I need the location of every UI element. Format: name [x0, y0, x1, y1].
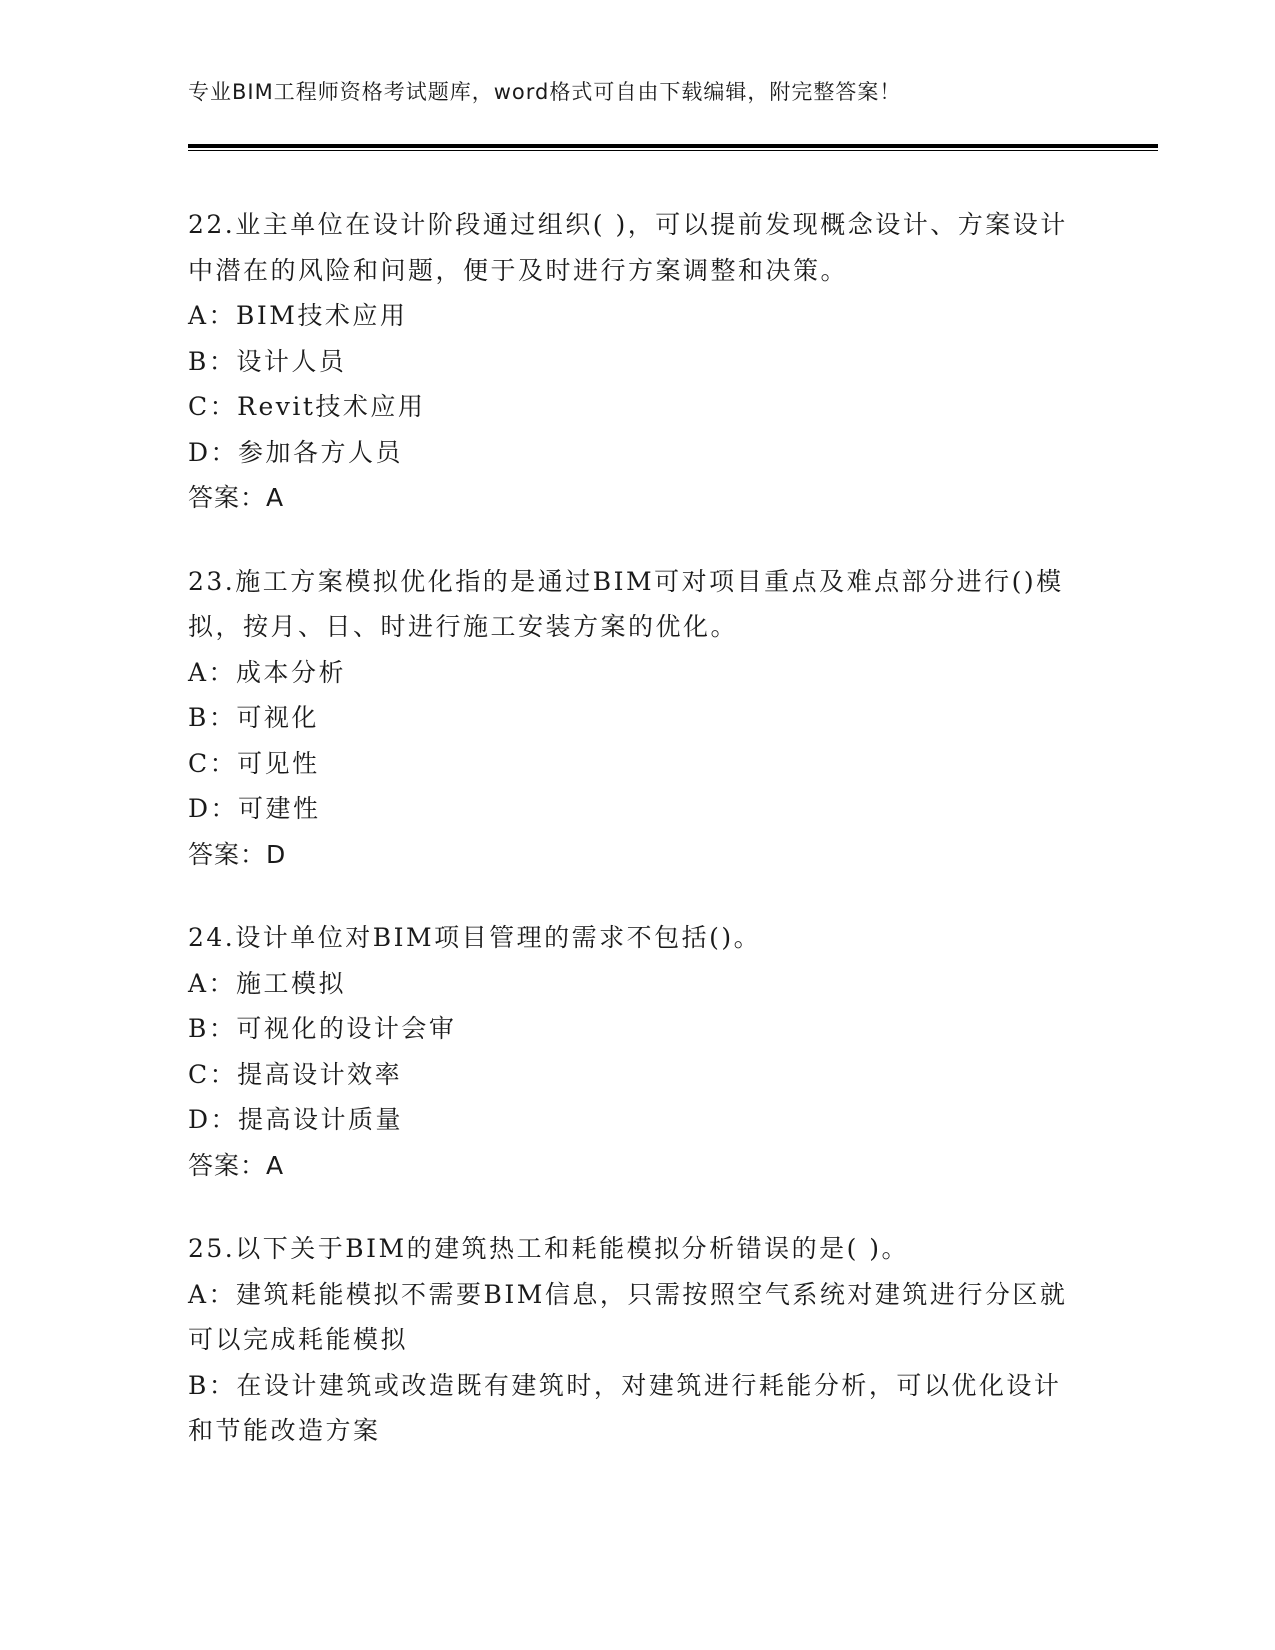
option-b: B：设计人员 [188, 346, 347, 376]
option-c: C：提高设计效率 [188, 1059, 403, 1089]
option-d: D：提高设计质量 [188, 1105, 404, 1134]
option-d: D：参加各方人员 [188, 437, 404, 467]
question-stem: 22.业主单位在设计阶段通过组织( )，可以提前发现概念设计、方案设计中潜在的风险和问题，便于及时进行方案调整和决策。 [188, 210, 1068, 285]
option-a: A：建筑耗能模拟不需要BIM信息，只需按照空气系统对建筑进行分区就可以完成耗能模拟 [188, 1279, 1068, 1354]
answer-line: 答案：A [188, 483, 285, 512]
page-header: 专业BIM工程师资格考试题库，word格式可自由下载编辑，附完整答案！ [188, 80, 902, 104]
question-22 [188, 202, 1088, 521]
header-rule-thin [188, 150, 1158, 151]
question-25 [188, 1226, 1088, 1454]
option-b: B：可视化的设计会审 [188, 1014, 457, 1043]
question-stem: 25.以下关于BIM的建筑热工和耗能模拟分析错误的是( )。 [188, 1234, 910, 1263]
option-c: C：Revit技术应用 [188, 392, 426, 421]
option-a: A：成本分析 [188, 657, 347, 687]
option-b: B：在设计建筑或改造既有建筑时，对建筑进行耗能分析，可以优化设计和节能改造方案 [188, 1370, 1062, 1445]
option-b: B：可视化 [188, 703, 319, 732]
question-stem: 23.施工方案模拟优化指的是通过BIM可对项目重点及难点部分进行()模拟，按月、日、时进行施工安装方案的优化。 [188, 566, 1064, 641]
header-rule-thick [188, 144, 1158, 148]
option-a: A：施工模拟 [188, 968, 347, 998]
answer-line: 答案：A [188, 1150, 285, 1180]
question-23 [188, 559, 1088, 878]
option-d: D：可建性 [188, 794, 321, 823]
answer-line: 答案：D [188, 839, 287, 869]
question-24 [188, 915, 1088, 1188]
question-stem: 24.设计单位对BIM项目管理的需求不包括()。 [188, 923, 762, 952]
option-a: A：BIM技术应用 [188, 301, 408, 330]
option-c: C：可见性 [188, 748, 320, 778]
question-list [188, 202, 1088, 1492]
